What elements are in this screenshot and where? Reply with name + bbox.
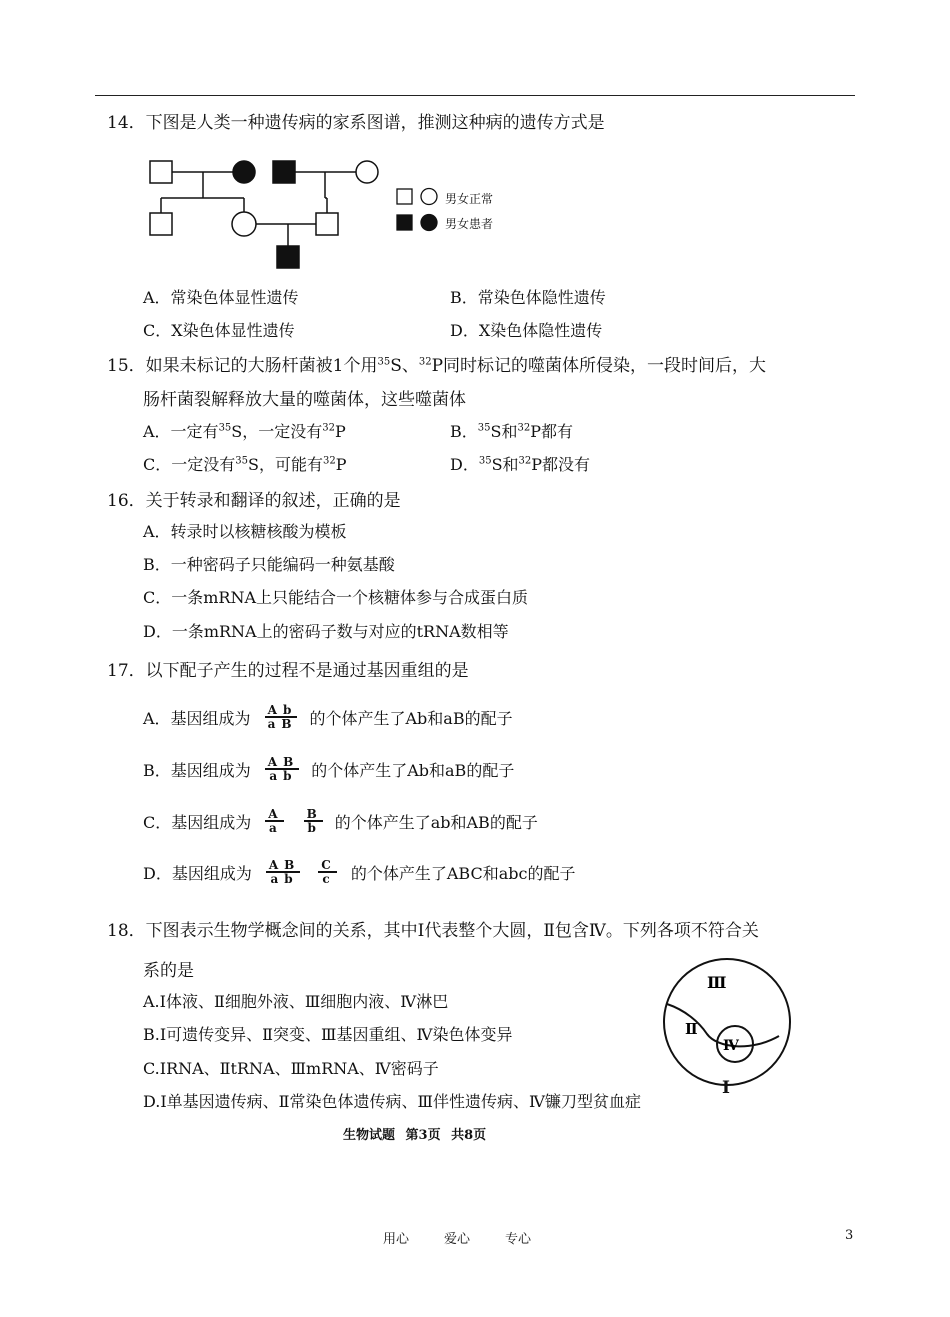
slogan-2: 爱心: [444, 1232, 471, 1247]
legend-normal: 男女正常: [445, 192, 494, 206]
q17-stem: 17．以下配子产生的过程不是通过基因重组的是: [107, 661, 469, 681]
q16-option-d: D．一条mRNA上的密码子数与对应的tRNA数相等: [143, 622, 509, 641]
q18-line2: 系的是: [143, 961, 194, 981]
q17-option-c: C．基因组成为 A a B b 的个体产生了ab和AB的配子: [143, 807, 538, 835]
page-footer: 生物试题 第3页 共8页: [343, 1128, 487, 1143]
q16-option-a: A．转录时以核糖核酸为模板: [143, 522, 347, 541]
header-rule: [95, 95, 855, 96]
legend-affected: 男女患者: [445, 217, 494, 231]
pedigree-chart: [140, 150, 400, 270]
genotype-B-b: B b: [304, 808, 323, 834]
q17-option-d: D．基因组成为 AB ab C c 的个体产生了ABC和abc的配子: [143, 858, 576, 886]
genotype-ab-aB: Ab aB: [265, 704, 298, 730]
q18-option-b: B.Ⅰ可遗传变异、Ⅱ突变、Ⅲ基因重组、Ⅳ染色体变异: [143, 1025, 513, 1044]
q14-option-c: C．X染色体显性遗传: [143, 321, 295, 340]
q18-line1: 18．下图表示生物学概念间的关系，其中Ⅰ代表整个大圆，Ⅱ包含Ⅳ。下列各项不符合关: [107, 921, 759, 941]
q14-stem: 14．下图是人类一种遗传病的家系图谱，推测这种病的遗传方式是: [107, 113, 605, 133]
label-I: Ⅰ: [722, 1078, 730, 1098]
genotype-A-a: A a: [265, 808, 283, 834]
concept-venn-diagram: [655, 948, 800, 1098]
q18-option-c: C.ⅠRNA、ⅡtRNA、ⅢmRNA、Ⅳ密码子: [143, 1059, 439, 1078]
pedigree-legend-symbols: [395, 184, 445, 234]
genotype-C-c: C c: [318, 859, 337, 885]
q16-option-b: B．一种密码子只能编码一种氨基酸: [143, 555, 395, 574]
q18-option-a: A.Ⅰ体液、Ⅱ细胞外液、Ⅲ细胞内液、Ⅳ淋巴: [143, 992, 449, 1011]
q17-option-a: A．基因组成为 Ab aB 的个体产生了Ab和aB的配子: [143, 703, 513, 731]
page-number: 3: [845, 1228, 854, 1243]
q15-option-a: A．一定有$^{35}$S，一定没有$^{32}$P: [143, 422, 346, 441]
q14-option-d: D．X染色体隐性遗传: [450, 321, 603, 340]
q18-option-d: D.Ⅰ单基因遗传病、Ⅱ常染色体遗传病、Ⅲ伴性遗传病、Ⅳ镰刀型贫血症: [143, 1092, 641, 1111]
q16-option-c: C．一条mRNA上只能结合一个核糖体参与合成蛋白质: [143, 588, 529, 607]
q15-line1: 15．如果未标记的大肠杆菌被1个用$^{35}$S、$^{32}$P同时标记的噬菌体所侵染，一段时间后，大: [107, 356, 767, 376]
genotype-AB-ab-d: AB ab: [266, 859, 300, 885]
label-IV: Ⅳ: [723, 1038, 739, 1054]
q14-option-a: A．常染色体显性遗传: [143, 288, 299, 307]
label-II: Ⅱ: [685, 1020, 698, 1038]
q15-line2: 肠杆菌裂解释放大量的噬菌体，这些噬菌体: [143, 390, 466, 410]
q14-option-b: B．常染色体隐性遗传: [450, 288, 606, 307]
q17-option-b: B．基因组成为 AB ab 的个体产生了Ab和aB的配子: [143, 755, 515, 783]
q16-stem: 16．关于转录和翻译的叙述，正确的是: [107, 491, 401, 511]
genotype-AB-ab: AB ab: [265, 756, 299, 782]
slogan-3: 专心: [505, 1232, 532, 1247]
q15-option-c: C．一定没有$^{35}$S，可能有$^{32}$P: [143, 455, 347, 474]
label-III: Ⅲ: [707, 973, 727, 992]
q15-option-b: B．$^{35}$S和$^{32}$P都有: [450, 422, 573, 441]
q15-option-d: D．$^{35}$S和$^{32}$P都没有: [450, 455, 591, 474]
slogan-1: 用心: [383, 1232, 410, 1247]
